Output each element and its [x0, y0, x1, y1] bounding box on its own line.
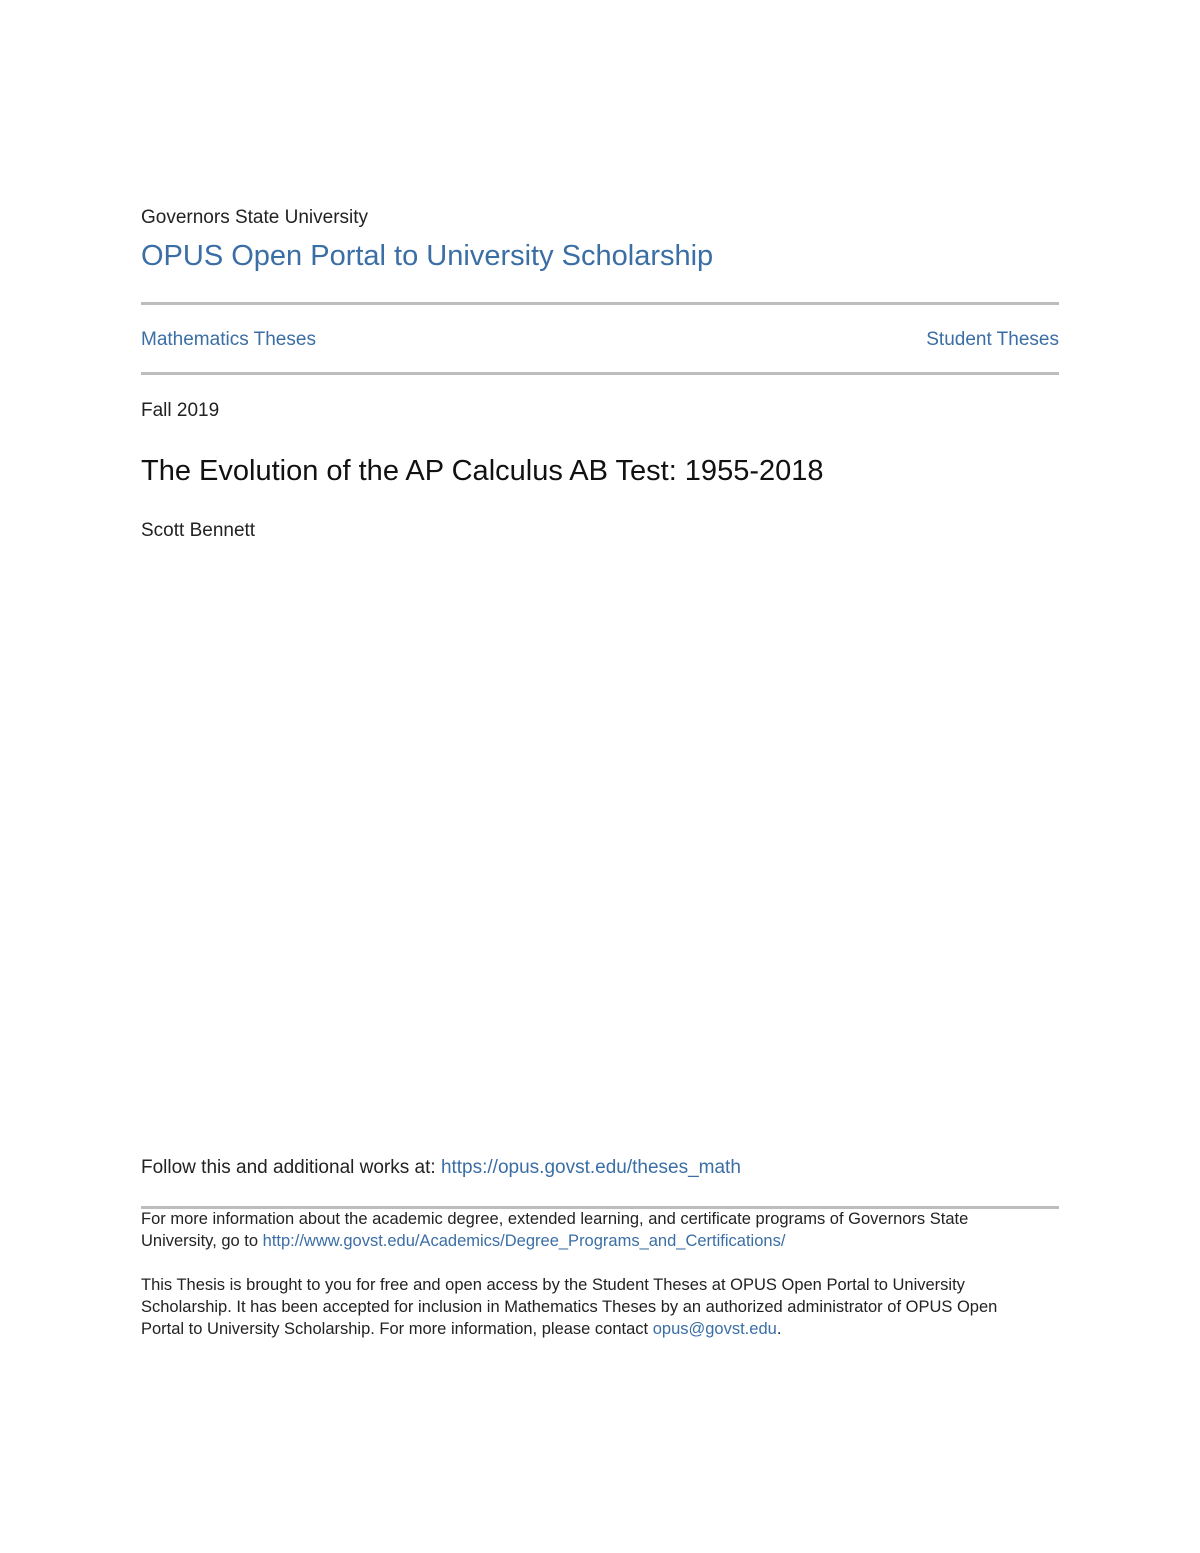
publication-date: Fall 2019: [141, 400, 220, 421]
degree-programs-link[interactable]: http://www.govst.edu/Academics/Degree_Programs_and_Certifications/: [262, 1232, 786, 1250]
degree-info-paragraph: [141, 1208, 1041, 1252]
mathematics-theses-link[interactable]: Mathematics Theses: [141, 329, 316, 350]
follow-line: [141, 1157, 741, 1179]
top-divider: [141, 302, 1059, 305]
repository-link[interactable]: OPUS Open Portal to University Scholarship: [141, 240, 714, 272]
degree-info-text: For more information about the academic degree, extended learning, and certificate programs of Governors State University, go to: [141, 1210, 969, 1250]
institution-name: Governors State University: [141, 207, 369, 228]
access-paragraph: [141, 1274, 1041, 1340]
follow-url-link[interactable]: https://opus.govst.edu/theses_math: [440, 1157, 741, 1178]
access-text: This Thesis is brought to you for free and open access by the Student Theses at OPUS Open Portal to University Scholarship. It has been accepted for inclusion in Mathematics Theses by an authorized administrator of OPUS Open Portal to University Scholarship. For more information, please contact: [141, 1276, 998, 1338]
cover-page: [141, 0, 1059, 1553]
student-theses-link[interactable]: Student Theses: [926, 329, 1059, 350]
thesis-title: The Evolution of the AP Calculus AB Test: 1955-2018: [141, 455, 824, 487]
collections-divider: [141, 372, 1059, 375]
thesis-author: Scott Bennett: [141, 520, 256, 541]
follow-prefix: Follow this and additional works at:: [141, 1157, 441, 1178]
contact-email-link[interactable]: opus@govst.edu: [652, 1320, 777, 1338]
access-suffix: .: [776, 1320, 782, 1338]
